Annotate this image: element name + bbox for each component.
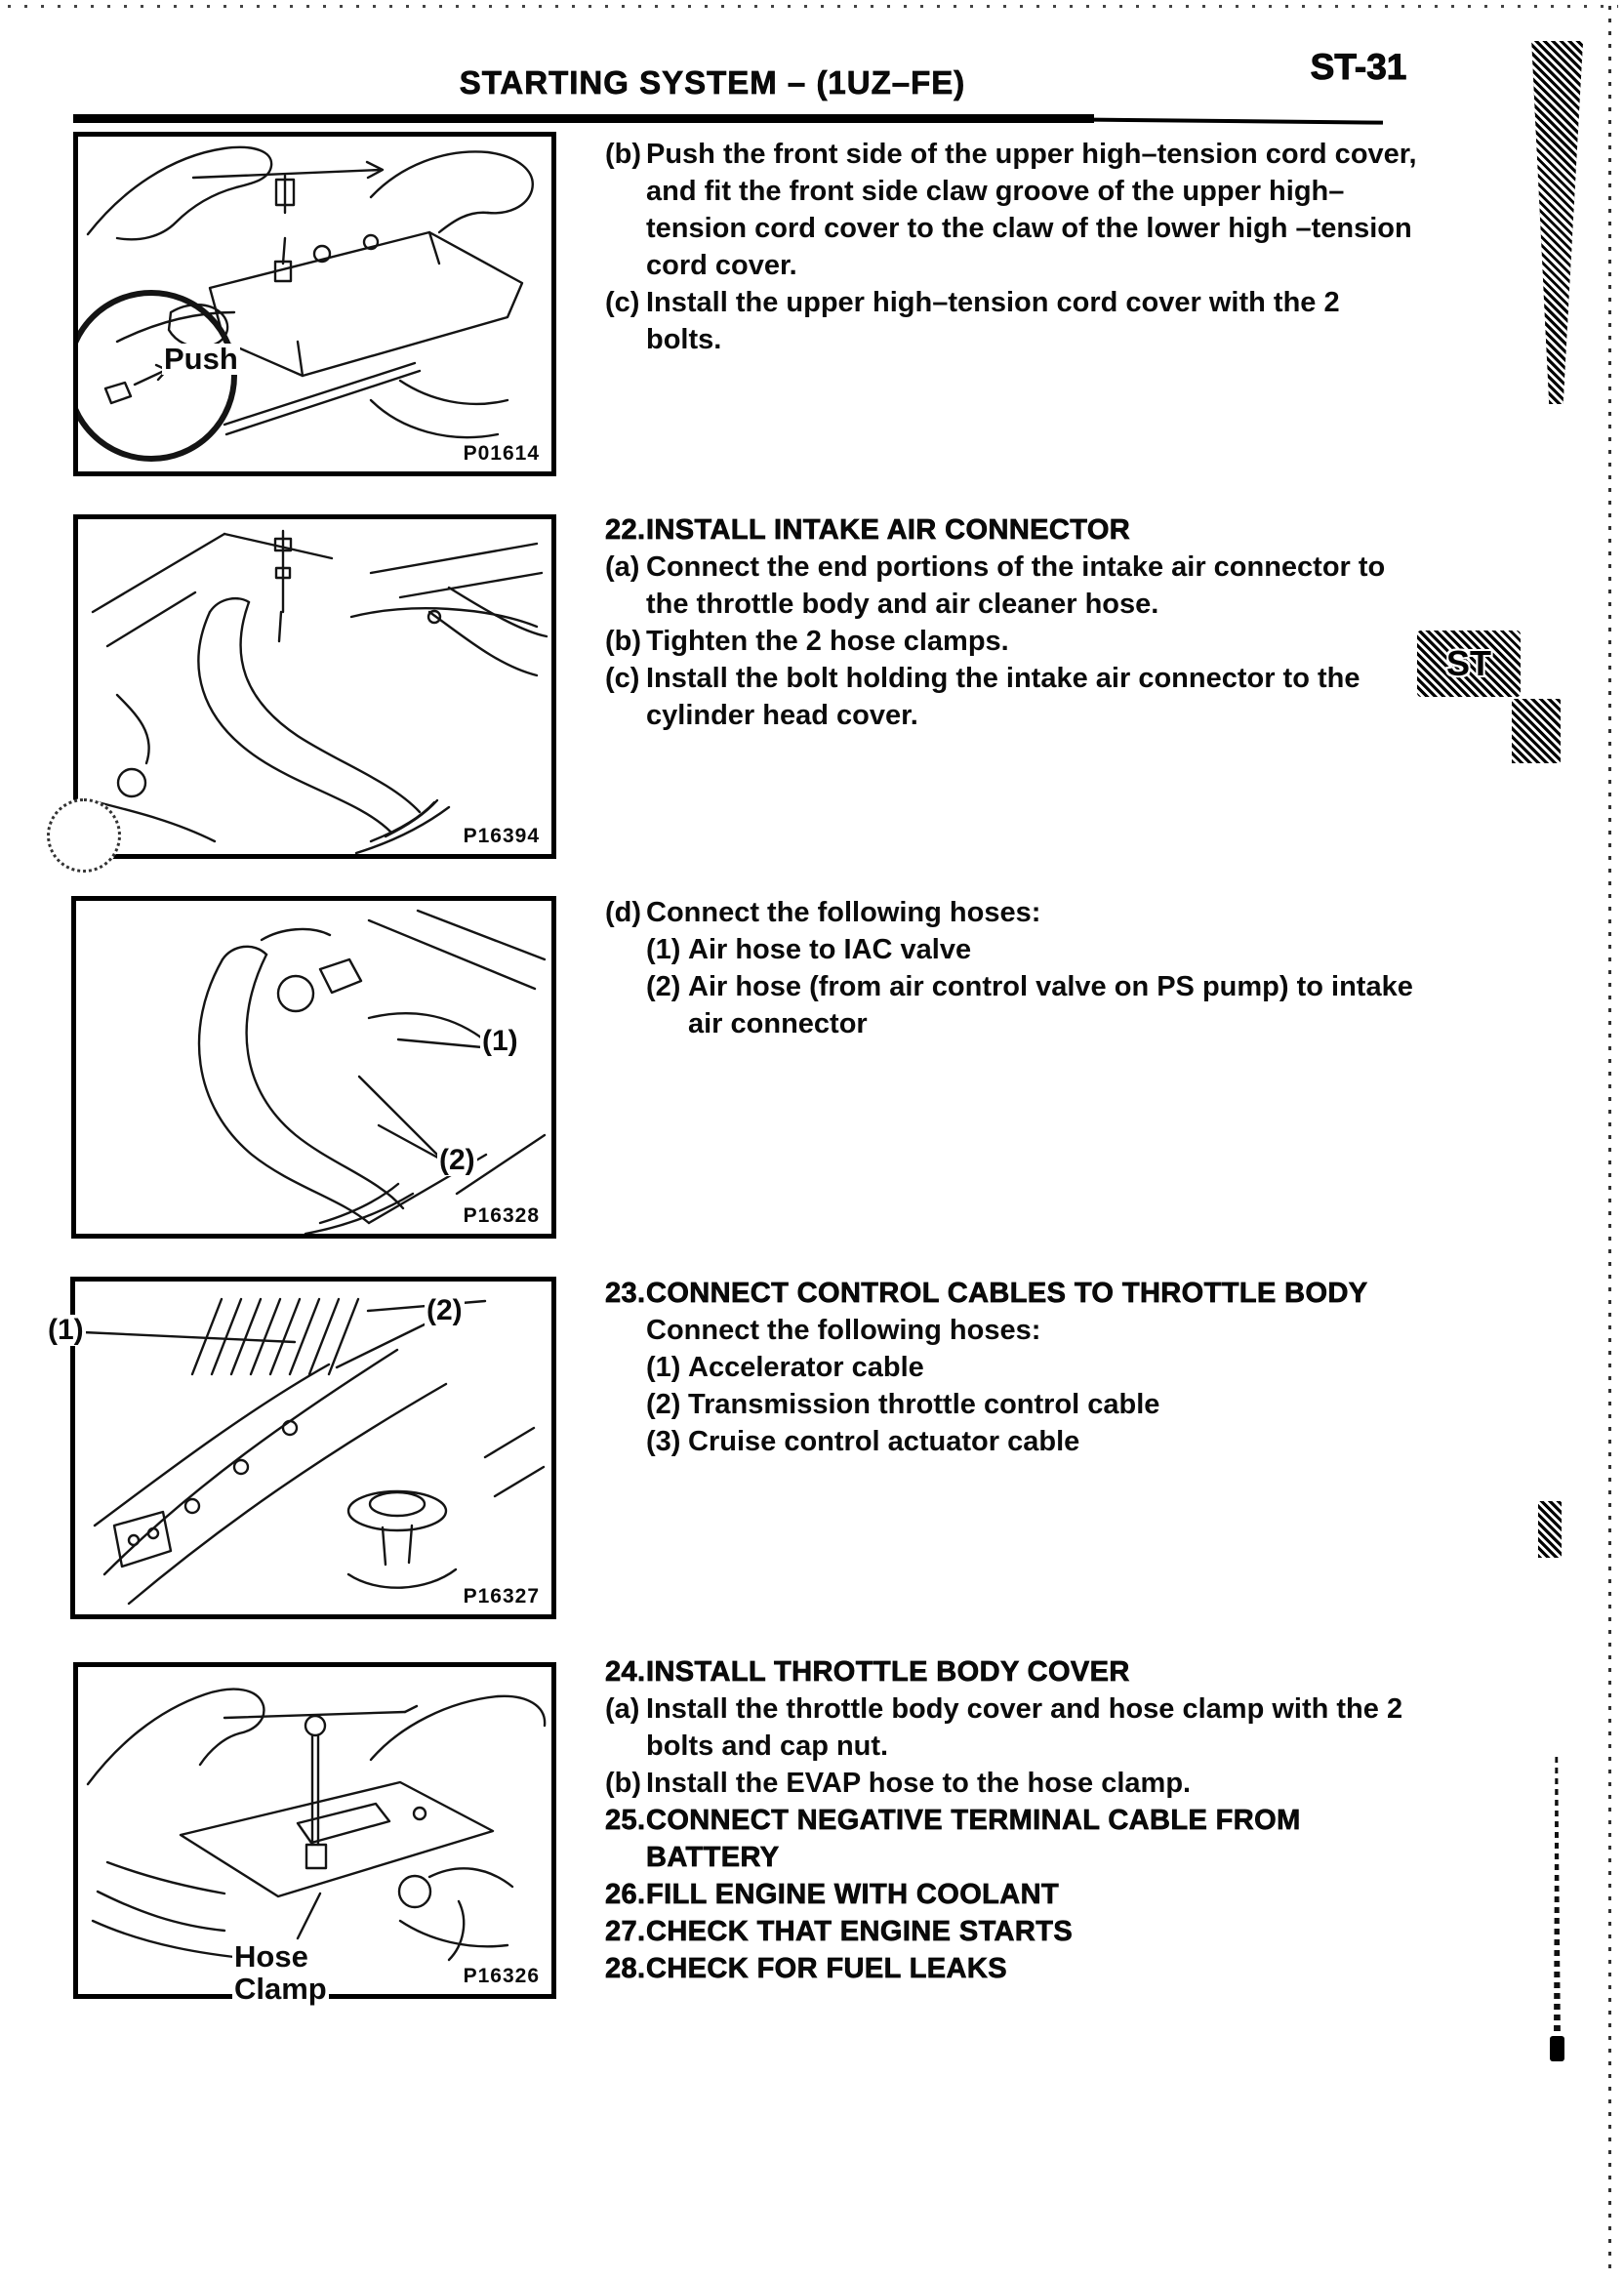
step-heading	[605, 1653, 1421, 1690]
item-text: Air hose to IAC valve	[688, 934, 972, 965]
instruction-block-cord-cover	[605, 136, 1421, 358]
instruction-subitem	[605, 1386, 1421, 1423]
step-number: 24.	[605, 1656, 646, 1688]
instruction-block-step-22	[605, 511, 1421, 734]
step-title: FILL ENGINE WITH COOLANT	[646, 1879, 1060, 1910]
step-title: CHECK FOR FUEL LEAKS	[646, 1953, 1007, 1984]
instruction-block-steps-24-28	[605, 1653, 1421, 1987]
item-marker: (2)	[646, 1389, 681, 1420]
item-marker: (b)	[605, 139, 642, 170]
section-tab-label: ST	[1445, 643, 1491, 683]
step-number: 28.	[605, 1953, 646, 1984]
engine-illustration-intake-connector	[78, 519, 551, 854]
item-text: Connect the following hoses:	[646, 1315, 1041, 1346]
figure-callout: (1)	[482, 1025, 518, 1057]
figure-code: P01614	[463, 442, 540, 465]
item-marker: (c)	[605, 663, 640, 694]
instruction-block-step-23	[605, 1275, 1421, 1460]
figure-callout: Push	[164, 342, 238, 376]
item-text: Tighten the 2 hose clamps.	[646, 626, 1009, 657]
header-rule-extension	[1069, 117, 1383, 124]
engine-illustration-control-cables	[75, 1282, 551, 1614]
page-title: STARTING SYSTEM – (1UZ–FE)	[459, 64, 966, 101]
engine-illustration-cord-cover	[78, 137, 551, 471]
figure-air-hoses	[71, 896, 556, 1239]
section-tab	[1417, 631, 1521, 697]
instruction-item	[605, 894, 1421, 931]
instruction-item	[605, 136, 1421, 284]
scan-hatch-mark	[1512, 699, 1561, 763]
item-text: Air hose (from air control valve on PS pump) to intake air connector	[688, 971, 1413, 1039]
item-marker: (3)	[646, 1426, 681, 1457]
scan-streak-bottom-right	[1554, 1757, 1561, 2040]
item-marker: (1)	[646, 1352, 681, 1383]
instruction-item	[605, 284, 1421, 358]
scan-dotted-right-edge	[1608, 6, 1611, 2276]
item-marker: (c)	[605, 287, 640, 318]
step-heading	[605, 511, 1421, 549]
step-heading	[605, 1950, 1421, 1987]
item-marker: (a)	[605, 551, 640, 583]
scan-streak-top-right	[1524, 41, 1583, 404]
step-number: 26.	[605, 1879, 646, 1910]
page-number: ST-31	[1310, 47, 1407, 87]
figure-code: P16328	[463, 1204, 540, 1227]
step-heading	[605, 1913, 1421, 1950]
item-text: Push the front side of the upper high–tension cord cover, and fit the front side claw groove of the upper high–tension cord cover to the claw of the lower high –tension cord cover.	[646, 139, 1417, 281]
figure-callout: (2)	[426, 1294, 463, 1326]
item-text: Install the upper high–tension cord cover with the 2 bolts.	[646, 287, 1340, 355]
step-title: CONNECT NEGATIVE TERMINAL CABLE FROM BATTERY	[646, 1805, 1301, 1873]
item-text: Transmission throttle control cable	[688, 1389, 1160, 1420]
scan-dotted-circle	[47, 798, 121, 873]
instruction-item	[605, 1765, 1421, 1802]
engine-illustration-air-hoses	[76, 901, 551, 1234]
step-number: 27.	[605, 1916, 646, 1947]
scan-ink-blob	[1550, 2036, 1564, 2061]
header-rule	[73, 114, 1094, 123]
step-title: CHECK THAT ENGINE STARTS	[646, 1916, 1074, 1947]
instruction-item	[605, 1312, 1421, 1349]
instruction-item	[605, 1690, 1421, 1765]
figure-upper-cord-cover	[73, 132, 556, 476]
instruction-subitem	[605, 1349, 1421, 1386]
step-title: INSTALL INTAKE AIR CONNECTOR	[646, 514, 1131, 546]
item-marker: (b)	[605, 626, 642, 657]
figure-callout-hose-clamp	[232, 1940, 329, 2005]
step-title: CONNECT CONTROL CABLES TO THROTTLE BODY	[646, 1278, 1368, 1309]
item-text: Install the bolt holding the intake air connector to the cylinder head cover.	[646, 663, 1360, 731]
item-marker: (2)	[646, 971, 681, 1002]
item-text: Connect the end portions of the intake air connector to the throttle body and air cleaner hose.	[646, 551, 1386, 620]
instruction-subitem	[605, 931, 1421, 968]
step-title: INSTALL THROTTLE BODY COVER	[646, 1656, 1130, 1688]
step-number: 25.	[605, 1805, 646, 1836]
item-text: Install the throttle body cover and hose clamp with the 2 bolts and cap nut.	[646, 1693, 1403, 1762]
step-heading	[605, 1275, 1421, 1312]
instruction-subitem	[605, 1423, 1421, 1460]
instruction-block-step-22d	[605, 894, 1421, 1042]
figure-code: P16326	[463, 1965, 540, 1987]
item-marker: (b)	[605, 1768, 642, 1799]
item-marker: (d)	[605, 897, 642, 928]
step-heading	[605, 1876, 1421, 1913]
figure-callout: (1)	[48, 1314, 84, 1346]
scan-hatch-mark	[1538, 1501, 1562, 1558]
step-number: 23.	[605, 1278, 646, 1309]
instruction-item	[605, 660, 1421, 734]
figure-intake-air-connector	[73, 514, 556, 859]
instruction-item	[605, 623, 1421, 660]
instruction-item	[605, 549, 1421, 623]
figure-callout: (2)	[439, 1144, 475, 1176]
item-marker: (1)	[646, 934, 681, 965]
item-marker: (a)	[605, 1693, 640, 1725]
figure-throttle-body-cover	[73, 1662, 556, 2006]
step-heading	[605, 1802, 1421, 1876]
item-text: Connect the following hoses:	[646, 897, 1041, 928]
step-number: 22.	[605, 514, 646, 546]
figure-code: P16394	[463, 825, 540, 847]
scan-dotted-top-edge	[8, 5, 1618, 8]
instruction-subitem	[605, 968, 1421, 1042]
item-text: Cruise control actuator cable	[688, 1426, 1080, 1457]
figure-code: P16327	[463, 1585, 540, 1608]
item-text: Install the EVAP hose to the hose clamp.	[646, 1768, 1192, 1799]
figure-callout-line: Clamp	[234, 1972, 327, 2006]
figure-control-cables	[48, 1277, 556, 1619]
item-text: Accelerator cable	[688, 1352, 924, 1383]
figure-callout-line: Hose	[234, 1939, 308, 1974]
